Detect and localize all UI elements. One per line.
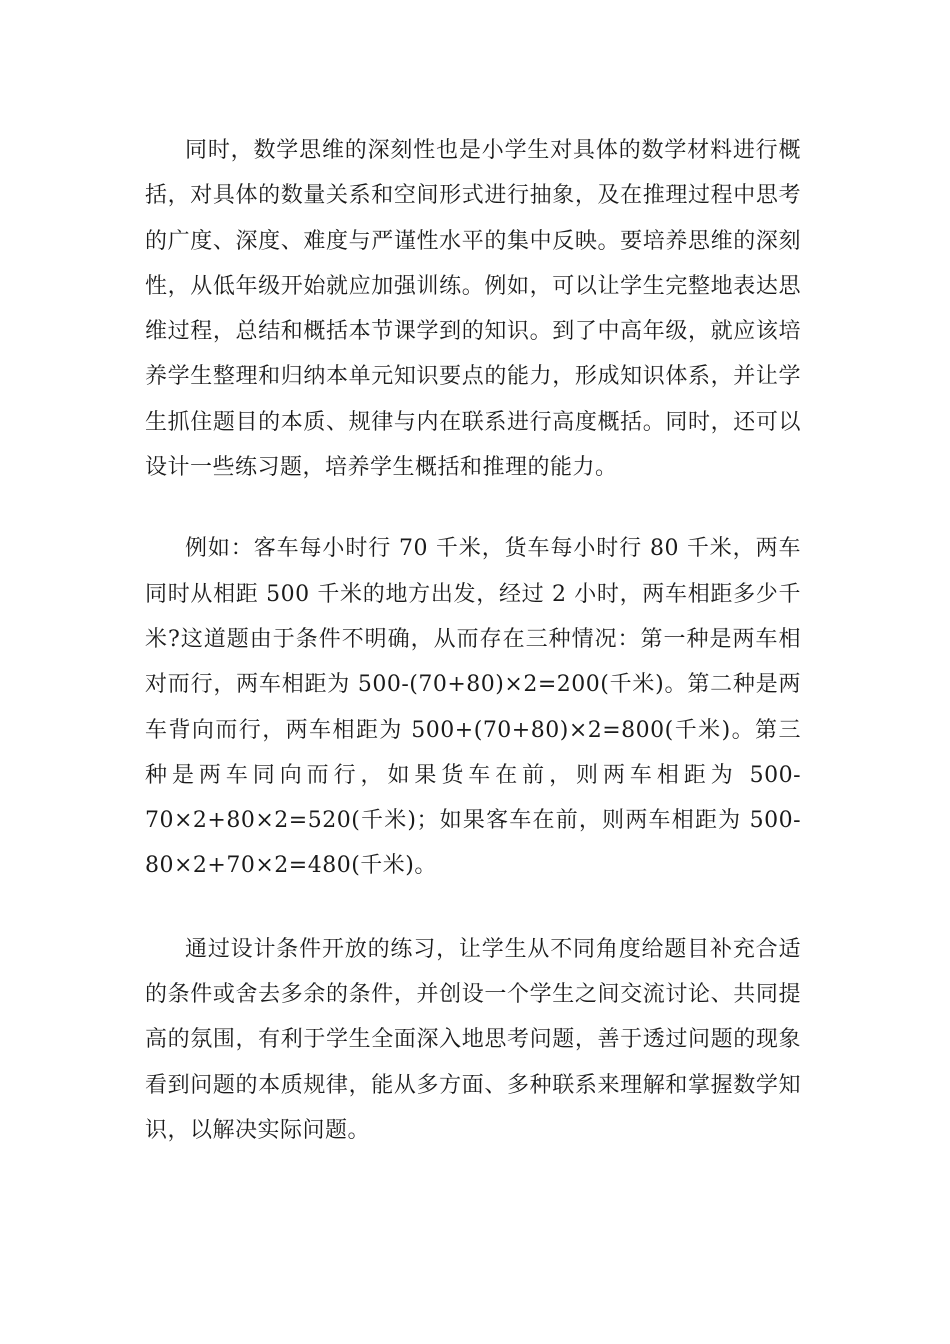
paragraph-open-exercises: 通过设计条件开放的练习，让学生从不同角度给题目补充合适的条件或舍去多余的条件，并创设一个学生之间交流讨论、共同提高的氛围，有利于学生全面深入地思考问题，善于透过问题的现象看到问题的本质规律，能从多方面、多种联系来理解和掌握数学知识，以解决实际问题。 xyxy=(145,936,801,1143)
document-body xyxy=(145,128,801,1153)
paragraph-spacer xyxy=(145,490,801,526)
paragraph-thinking-depth: 同时，数学思维的深刻性也是小学生对具体的数学材料进行概括，对具体的数量关系和空间形式进行抽象，及在推理过程中思考的广度、深度、难度与严谨性水平的集中反映。要培养思维的深刻性，从低年级开始就应加强训练。例如，可以让学生完整地表达思维过程，总结和概括本节课学到的知识。到了中高年级，就应该培养学生整理和归纳本单元知识要点的能力，形成知识体系，并让学生抓住题目的本质、规律与内在联系进行高度概括。同时，还可以设计一些练习题，培养学生概括和推理的能力。 xyxy=(145,138,801,481)
paragraph-example-problem: 例如：客车每小时行 70 千米，货车每小时行 80 千米，两车同时从相距 500 千米的地方出发，经过 2 小时，两车相距多少千米?这道题由于条件不明确，从而存在三种情况：第一种是两车相对而行，两车相距为 500-(70+80)×2=200(千米)。第二种是两车背向而行，两车相距为 500+(70+80)×2=800(千米)。第三种是两车同向而行，如果货车在前，则两车相距为 500-70×2+80×2=520(千米)；如果客车在前，则两车相距为 500-80×2+70×2=480(千米)。 xyxy=(145,536,801,879)
paragraph-spacer xyxy=(145,889,801,927)
